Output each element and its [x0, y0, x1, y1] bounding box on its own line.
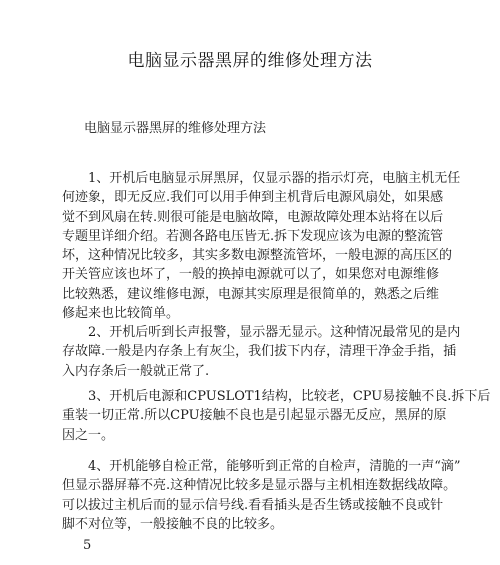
- paragraph-line: 觉不到风扇在转.则很可能是电脑故障，电源故障处理本站将在以后: [62, 209, 444, 225]
- paragraph-line: 入内存条后一般就正常了.: [62, 363, 210, 379]
- paragraph-line: 可以拔过主机后而的显示信号线.看看插头是否生锈或接触不良或针: [62, 497, 444, 513]
- paragraph-line: 3、开机后电源和CPUSLOT1结构，比较老，CPU易接触不良.拆下后: [62, 389, 491, 404]
- paragraph-line: 脚不对位等，一般接触不良的比较多。: [62, 516, 284, 532]
- paragraph-line: 4、开机能够自检正常，能够听到正常的自检声，清脆的一声“滴”: [62, 459, 461, 474]
- paragraph-1: [62, 169, 461, 323]
- paragraph-line: 比较熟悉，建议维修电源，电源其实原理是很简单的，熟悉之后维: [62, 286, 440, 302]
- paragraph-line: 但显示器屏幕不亮.这种情况比较多是显示器与主机相连数据线故障。: [62, 478, 457, 494]
- paragraph-line: 专题里详细介绍。若测各路电压皆无.拆下发现应该为电源的整流管: [62, 228, 444, 244]
- paragraph-line: 2、开机后听到长声报警，显示器无显示。这种情况最常见的是内: [62, 325, 461, 340]
- paragraph-3: [62, 387, 491, 445]
- paragraph-line: 何迹象，即无反应.我们可以用手伸到主机背后电源风扇处，如果感: [62, 190, 444, 206]
- paragraph-line: 因之一。: [62, 427, 115, 443]
- paragraph-4: [62, 457, 461, 534]
- paragraph-line: 坏，这种情况比较多，其实多数电源整流管坏，一般电源的高压区的: [62, 248, 453, 264]
- document-subtitle: 电脑显示器黑屏的维修处理方法: [84, 121, 267, 136]
- page-number: 5: [83, 538, 92, 553]
- paragraph-2: [62, 323, 461, 381]
- paragraph-line: 开关管应该也坏了，一般的换掉电源就可以了，如果您对电源维修: [62, 267, 440, 283]
- document-title: 电脑显示器黑屏的维修处理方法: [127, 51, 373, 71]
- paragraph-line: 重装一切正常.所以CPU接触不良也是引起显示器无反应，黑屏的原: [62, 408, 447, 424]
- paragraph-line: 修起来也比较简单。: [62, 306, 180, 322]
- paragraph-line: 存故障.一般是内存条上有灰尘，我们拔下内存，清理干净金手指，插: [62, 344, 457, 360]
- paragraph-line: 1、开机后电脑显示屏黑屏，仅显示器的指示灯亮，电脑主机无任: [62, 171, 461, 186]
